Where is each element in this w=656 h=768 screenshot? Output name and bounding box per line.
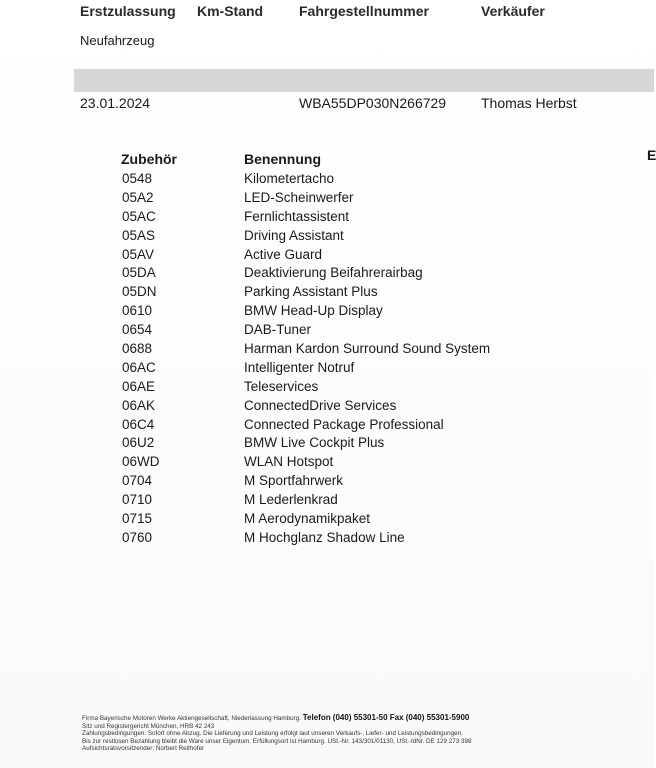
option-name: M Hochglanz Shadow Line — [244, 529, 405, 545]
list-item — [122, 359, 542, 378]
option-name: M Sportfahrwerk — [244, 473, 344, 489]
header-fahrgestellnummer: Fahrgestellnummer — [299, 3, 429, 19]
option-name: BMW Head-Up Display — [244, 303, 383, 319]
option-name: BMW Live Cockpit Plus — [244, 435, 385, 451]
footer-contact: Telefon (040) 55301-50 Fax (040) 55301-5900 — [302, 713, 470, 722]
document-footer — [82, 714, 642, 753]
list-item — [122, 170, 542, 189]
option-code: 05AC — [122, 208, 156, 224]
value-erstzulassung: 23.01.2024 — [80, 95, 151, 111]
option-code: 05DA — [122, 265, 156, 281]
footer-line-register: Sitz und Registergericht München, HRB 42 243 — [82, 722, 215, 730]
option-code: 0715 — [122, 511, 153, 527]
list-item — [122, 378, 542, 397]
option-code: 0610 — [122, 303, 153, 319]
list-item — [122, 227, 542, 246]
option-code: 06AK — [122, 397, 156, 413]
option-name: Deaktivierung Beifahrerairbag — [244, 265, 423, 281]
list-item — [122, 510, 542, 529]
footer-line-payment-terms: Zahlungsbedingungen: Sofort ohne Abzug. Die Lieferung und Leistung erfolgt laut unseren Verkaufs-, Liefer- und Leistungsbedingungen. — [82, 730, 463, 738]
option-code: 05A2 — [122, 189, 154, 205]
header-km-stand: Km-Stand — [197, 3, 264, 19]
vehicle-status: Neufahrzeug — [80, 33, 155, 48]
list-item — [122, 340, 542, 359]
option-name: Connected Package Professional — [244, 416, 444, 432]
option-code: 0710 — [122, 492, 153, 508]
value-verkaeufer: Thomas Herbst — [481, 95, 577, 111]
list-item — [122, 264, 542, 283]
option-code: 0688 — [122, 341, 153, 357]
list-item — [122, 302, 542, 321]
option-code: 06AC — [122, 359, 156, 375]
option-code: 0760 — [122, 529, 153, 545]
option-code: 06U2 — [122, 435, 155, 451]
option-name: Intelligenter Notruf — [244, 359, 355, 375]
list-item — [122, 472, 542, 491]
list-item — [122, 397, 542, 416]
option-code: 05AS — [122, 227, 156, 243]
accessories-header-name: Benennung — [244, 151, 321, 167]
option-name: M Aerodynamikpaket — [244, 511, 371, 527]
option-code: 06C4 — [122, 416, 155, 432]
option-code: 0704 — [122, 473, 153, 489]
option-name: Parking Assistant Plus — [244, 284, 378, 300]
option-name: Fernlichtassistent — [244, 208, 350, 224]
list-item — [122, 321, 542, 340]
option-name: Driving Assistant — [244, 227, 344, 243]
option-code: 05DN — [122, 284, 157, 300]
list-item — [122, 434, 542, 453]
header-verkaeufer: Verkäufer — [481, 3, 545, 19]
list-item — [122, 208, 542, 227]
header-erstzulassung: Erstzulassung — [80, 3, 176, 19]
option-name: Active Guard — [244, 246, 323, 262]
option-code: 05AV — [122, 246, 155, 262]
option-name: Teleservices — [244, 378, 319, 394]
cut-off-edge-text: E — [647, 147, 656, 163]
option-code: 06WD — [122, 454, 160, 470]
vehicle-info-header-bar — [74, 69, 654, 92]
list-item — [122, 246, 542, 265]
option-name: M Lederlenkrad — [244, 492, 338, 508]
list-item — [122, 416, 542, 435]
list-item — [122, 529, 542, 548]
option-name: DAB-Tuner — [244, 322, 312, 338]
option-code: 0548 — [122, 171, 153, 186]
footer-company-text: Firma Bayerische Motoren Werke Aktiengesellschaft, Niederlassung Hamburg. — [82, 715, 301, 722]
list-item — [122, 491, 542, 510]
accessories-list — [122, 170, 542, 548]
option-name: WLAN Hotspot — [244, 454, 334, 470]
option-name: ConnectedDrive Services — [244, 397, 397, 413]
option-name: Harman Kardon Surround Sound System — [244, 341, 491, 357]
list-item — [122, 189, 542, 208]
footer-line-supervisory-board: Aufsichtsratsvorsitzender: Norbert Reithofer — [82, 745, 205, 753]
option-code: 0654 — [122, 322, 153, 338]
list-item — [122, 453, 542, 472]
option-name: LED-Scheinwerfer — [244, 189, 354, 205]
value-fahrgestellnummer: WBA55DP030N266729 — [299, 95, 447, 111]
footer-line-company — [82, 714, 642, 723]
footer-line-ownership: Bis zur restlosen Bezahlung bleibt die Ware unser Eigentum. Erfüllungsort ist Hamburg. USt.-Nr. 143/301/01130, USt.-IdNr. DE 129 273 398 — [82, 737, 472, 745]
list-item — [122, 283, 542, 302]
option-name: Kilometertacho — [244, 171, 335, 186]
accessories-header-code: Zubehör — [121, 151, 177, 167]
option-code: 06AE — [122, 378, 156, 394]
